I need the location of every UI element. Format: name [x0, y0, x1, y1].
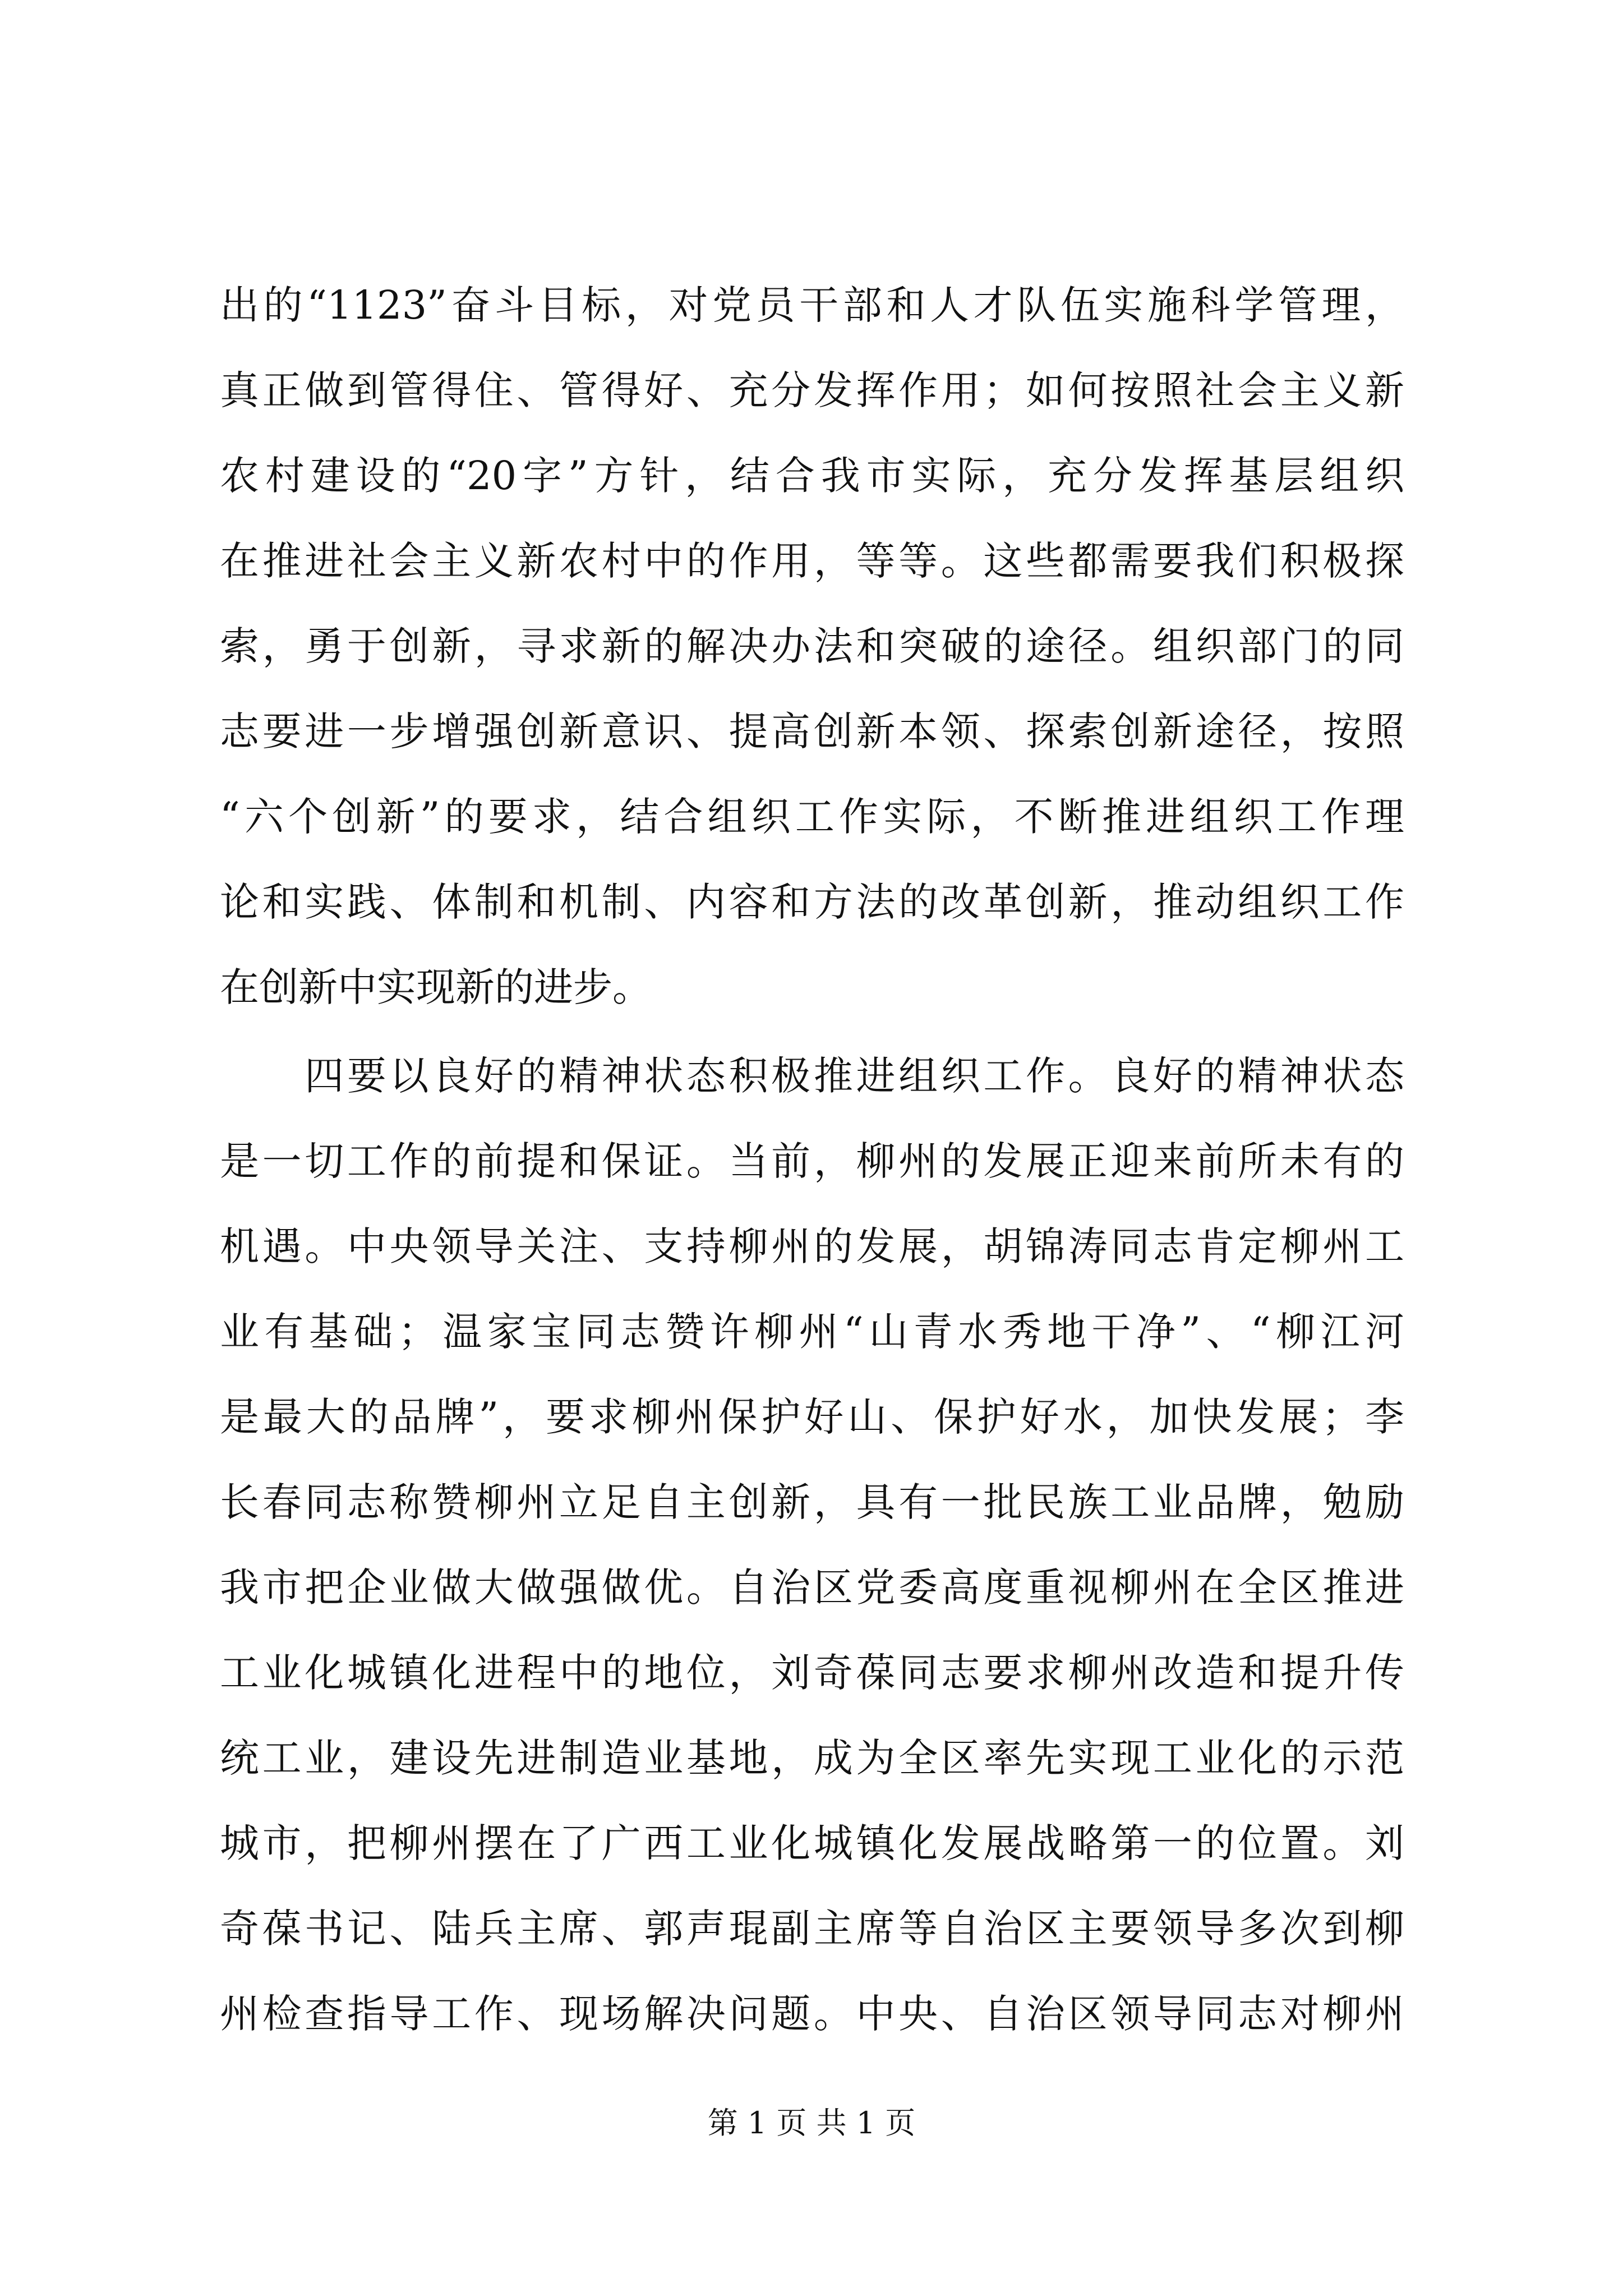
text-line: 出的“1123”奋斗目标，对党员干部和人才队伍实施科学管理，	[220, 282, 1404, 328]
text-line: 农村建设的“20字”方针，结合我市实际，充分发挥基层组织	[220, 453, 1404, 499]
text-line: 奇葆书记、陆兵主席、郭声琨副主席等自治区主要领导多次到柳	[220, 1906, 1404, 1952]
text-line: “六个创新”的要求，结合组织工作实际，不断推进组织工作理	[220, 794, 1404, 840]
text-line: 州检查指导工作、现场解决问题。中央、自治区领导同志对柳州	[220, 1991, 1404, 2037]
page-number-footer: 第 1 页 共 1 页	[707, 2105, 916, 2141]
text-line: 真正做到管得住、管得好、充分发挥作用；如何按照社会主义新	[220, 367, 1404, 413]
text-line: 是一切工作的前提和保证。当前，柳州的发展正迎来前所未有的	[220, 1138, 1404, 1184]
text-line: 城市，把柳州摆在了广西工业化城镇化发展战略第一的位置。刘	[220, 1820, 1404, 1866]
text-line: 四要以良好的精神状态积极推进组织工作。良好的精神状态	[220, 1053, 1404, 1099]
text-line: 论和实践、体制和机制、内容和方法的改革创新，推动组织工作	[220, 879, 1404, 925]
text-line: 业有基础；温家宝同志赞许柳州“山青水秀地干净”、“柳江河	[220, 1309, 1404, 1355]
text-line: 统工业，建设先进制造业基地，成为全区率先实现工业化的示范	[220, 1735, 1404, 1781]
text-line: 志要进一步增强创新意识、提高创新本领、探索创新途径，按照	[220, 708, 1404, 754]
document-body	[220, 263, 1404, 2056]
text-line: 我市把企业做大做强做优。自治区党委高度重视柳州在全区推进	[220, 1565, 1404, 1611]
text-line: 索，勇于创新，寻求新的解决办法和突破的途径。组织部门的同	[220, 623, 1404, 669]
text-line: 机遇。中央领导关注、支持柳州的发展，胡锦涛同志肯定柳州工	[220, 1223, 1404, 1269]
text-line: 在创新中实现新的进步。	[220, 964, 652, 1010]
text-line: 长春同志称赞柳州立足自主创新，具有一批民族工业品牌，勉励	[220, 1479, 1404, 1525]
text-line: 是最大的品牌”，要求柳州保护好山、保护好水，加快发展；李	[220, 1394, 1404, 1440]
text-line: 工业化城镇化进程中的地位，刘奇葆同志要求柳州改造和提升传	[220, 1650, 1404, 1696]
text-line: 在推进社会主义新农村中的作用，等等。这些都需要我们积极探	[220, 538, 1404, 584]
